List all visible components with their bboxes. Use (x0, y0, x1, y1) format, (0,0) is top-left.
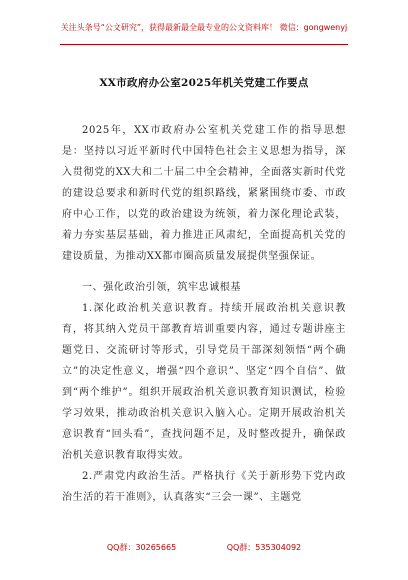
footer-qq-group-2: QQ群：535304092 (226, 543, 302, 552)
header-banner: 关注头条号“公文研究”，获得最新最全最专业的公文资料库！ 微信：gongwenyj (60, 23, 348, 32)
paragraph-item-2: 2.严肃党内政治生活。严格执行《关于新形势下党内政治生活的若干准则》，认真落实“三会一课”、主题党 (62, 471, 346, 503)
paragraph-item-1: 1.深化政治机关意识教育。持续开展政治机关意识教育，将其纳入党员干部教育培训重要内容，通过专题讲座主题党日、交流研讨等形式，引导党员干部深刻领悟“两个确立”的决定性意义，增强“四个意识”、坚定“四个自信”、做到“两个维护”。组织开展政治机关意识教育知识测试，检验学习效果，推动政治机关意识入脑入心。定期开展政治机关意识教育“回头看”，查找问题不足，及时整改提升，确保政治机关意识教育取得实效。 (62, 303, 346, 461)
document-body (62, 120, 346, 508)
header-divider (60, 44, 348, 45)
footer-banner (0, 542, 408, 553)
footer-qq-group-1: QQ群：30265665 (106, 543, 177, 552)
document-title: XX市政府办公室2025年机关党建工作要点 (99, 77, 309, 89)
section-heading-1: 一、强化政治引领，筑牢忠诚根基 (82, 282, 241, 293)
paragraph-guiding-thought: 2025年，XX市政府办公室机关党建工作的指导思想是：坚持以习近平新时代中国特色社会主义思想为指导，深入贯彻党的XX大和二十届二中全会精神，全面落实新时代党的建设总要求和新时代党的组织路线，紧紧围绕市委、市政府中心工作，以党的政治建设为统领，着力深化理论武装，着力夯实基层基础，着力推进正风肃纪，全面提高机关党的建设质量，为推动XX都市圈高质量发展提供坚强保证。 (62, 125, 346, 262)
